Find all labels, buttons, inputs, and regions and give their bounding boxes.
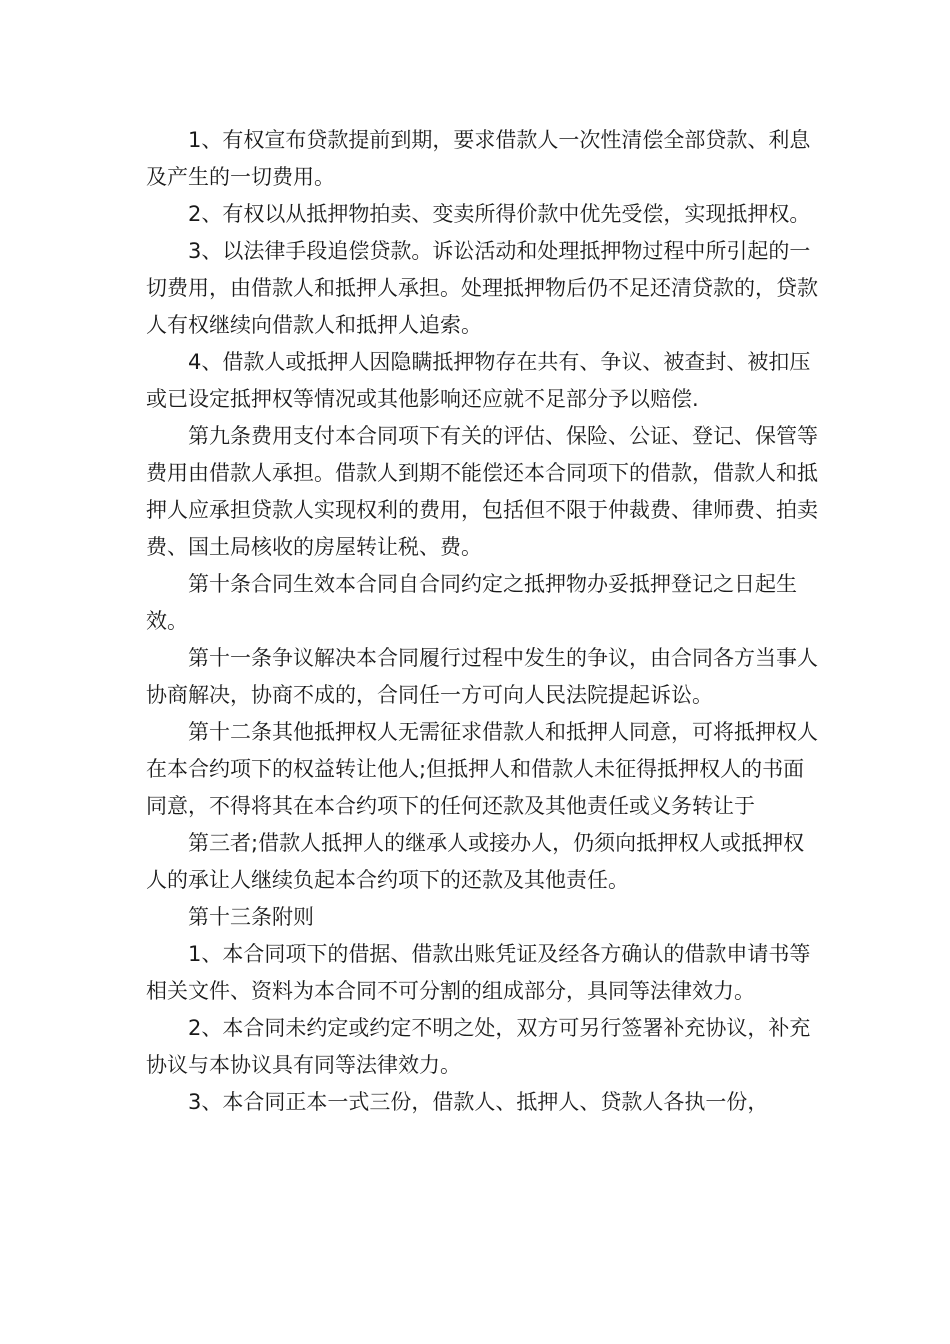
document-body	[146, 122, 822, 1121]
clause-paragraph: 第十二条其他抵押权人无需征求借款人和抵押人同意，可将抵押权人在本合约项下的权益转让他人;但抵押人和借款人未征得抵押权人的书面同意，不得将其在本合约项下的任何还款及其他责任或义务转让于	[146, 720, 818, 818]
clause-heading: 第十三条附则	[188, 905, 314, 929]
clause-paragraph: 3、本合同正本一式三份，借款人、抵押人、贷款人各执一份，	[188, 1090, 769, 1114]
clause-paragraph: 3、以法律手段追偿贷款。诉讼活动和处理抵押物过程中所引起的一切费用，由借款人和抵押人承担。处理抵押物后仍不足还清贷款的，贷款人有权继续向借款人和抵押人追索。	[146, 239, 818, 337]
clause-paragraph: 第九条费用支付本合同项下有关的评估、保险、公证、登记、保管等费用由借款人承担。借款人到期不能偿还本合同项下的借款，借款人和抵押人应承担贷款人实现权利的费用，包括但不限于仲裁费、律师费、拍卖费、国土局核收的房屋转让税、费。	[146, 424, 818, 559]
clause-paragraph: 2、有权以从抵押物拍卖、变卖所得价款中优先受偿，实现抵押权。	[188, 202, 811, 226]
clause-paragraph: 1、有权宣布贷款提前到期，要求借款人一次性清偿全部贷款、利息及产生的一切费用。	[146, 128, 811, 189]
clause-paragraph: 第十条合同生效本合同自合同约定之抵押物办妥抵押登记之日起生效。	[146, 572, 797, 633]
clause-paragraph: 4、借款人或抵押人因隐瞒抵押物存在共有、争议、被查封、被扣压或已设定抵押权等情况或其他影响还应就不足部分予以赔偿.	[146, 350, 811, 411]
clause-paragraph: 2、本合同未约定或约定不明之处，双方可另行签署补充协议，补充协议与本协议具有同等法律效力。	[146, 1016, 811, 1077]
clause-paragraph: 第十一条争议解决本合同履行过程中发生的争议，由合同各方当事人协商解决，协商不成的，合同任一方可向人民法院提起诉讼。	[146, 646, 818, 707]
clause-paragraph: 1、本合同项下的借据、借款出账凭证及经各方确认的借款申请书等相关文件、资料为本合同不可分割的组成部分，具同等法律效力。	[146, 942, 811, 1003]
clause-paragraph: 第三者;借款人抵押人的继承人或接办人，仍须向抵押权人或抵押权人的承让人继续负起本合约项下的还款及其他责任。	[146, 831, 805, 892]
